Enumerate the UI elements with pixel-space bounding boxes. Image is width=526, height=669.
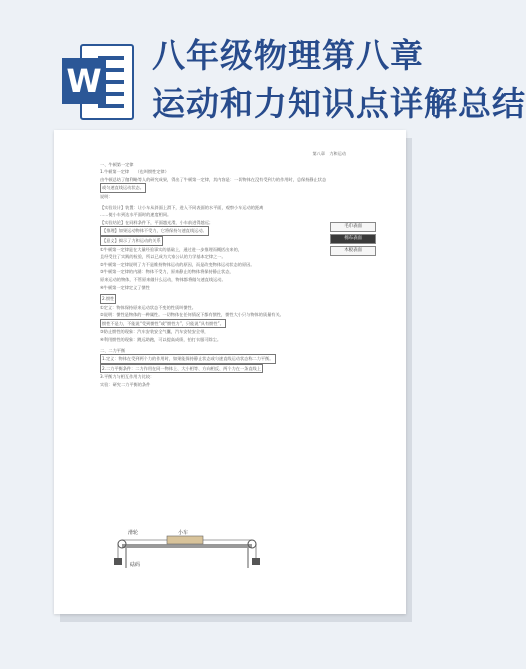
figure-label-towel: 毛巾表面 [330, 222, 376, 232]
document-line [100, 347, 386, 355]
document-line-text: ③牛顿第一定律的内涵：物体不受力，原来静止的物体将保持静止状态， [100, 269, 234, 275]
title-banner [0, 0, 526, 140]
document-line-text: 且经受住了实践的检验，所以已成为大家公认的力学基本定律之一。 [100, 254, 226, 260]
document-line-text: ②牛顿第一定律说明了力不是维持物体运动的原因，而是改变物体运动状态的原因。 [100, 261, 255, 267]
document-line [100, 261, 386, 269]
document-line-text: ②说明：惯性是物体的一种属性。一切物体在任何情况下都有惯性，惯性大小只与物体的质量有关。 [100, 312, 284, 318]
document-line-text: ①定义：物体保持原来运动状态不变的性质叫惯性。 [100, 304, 196, 310]
document-line [100, 161, 386, 169]
document-line [100, 268, 386, 276]
word-document-icon [62, 40, 132, 120]
document-line [100, 336, 386, 344]
diagram-label-cart: 小车 [178, 530, 189, 536]
document-line-text: 【实验结论】在同样条件下，平面越光滑，小车前进得越远； [100, 219, 214, 225]
title-line-2: 运动和力知识点详解总结 [152, 84, 526, 123]
document-line [100, 294, 386, 304]
document-line [100, 328, 386, 336]
chapter-header: 第八章 力和运动 [312, 151, 346, 156]
document-line [100, 284, 386, 292]
document-line-text: 惯性不是力，不能说“受到惯性”或“惯性力”，只能说“具有惯性”。 [100, 319, 226, 329]
document-line-text: 【推理】如果运动物体不受力，它将保持匀速直线运动。 [100, 226, 209, 236]
document-line [100, 304, 386, 312]
document-line [100, 276, 386, 284]
page-footer-band [0, 622, 474, 669]
document-line-text: 1.定义：物体在受到两个力的作用时，如果能保持静止状态或匀速直线运动状态称二力平衡。 [100, 354, 276, 364]
diagram-label-weight: 砝码 [130, 562, 141, 568]
document-line-text: 或匀速直线运动状态。 [100, 183, 146, 193]
document-line-text: ④利用惯性的现象：跳远助跑，可以提高成绩，拍打衣服可除尘。 [100, 337, 222, 343]
document-line-text: 2.二力平衡条件：二力作用在同一物体上、大小相等、方向相反、两个力在一条直线上 [100, 364, 263, 374]
document-body [100, 150, 386, 389]
document-line-text: ……使小车到达水平面时的速度相同。 [100, 212, 172, 218]
document-line-text: ①牛顿第一定律是在大量经验事实的基础上，通过进一步推理而概括出来的， [100, 246, 242, 252]
two-force-balance-diagram [112, 526, 262, 570]
table-top [122, 544, 252, 548]
document-line-text: ④牛顿第一定律定义了惯性 [100, 284, 150, 290]
document-line [100, 373, 386, 381]
cart-block [167, 536, 203, 544]
document-line-text: 由牛顿总结了伽利略等人的研究成果，得出了牛顿第一定律，其内容是：一切物体在没有受到力的作用时，总保持静止状态 [100, 176, 327, 182]
document-line [100, 381, 386, 389]
diagram-label-pulley: 滑轮 [128, 530, 139, 536]
document-line-text: 1.牛顿第一定律 （也叫惯性定律） [100, 169, 169, 175]
document-lines [100, 161, 386, 389]
title-line-1: 八年级物理第八章 [152, 36, 424, 75]
document-line-text: 3.平衡力与相互作用力比较： [100, 374, 155, 380]
document-line [100, 176, 386, 184]
document-line-text: 一、牛顿第一定律 [100, 161, 134, 167]
document-line [100, 211, 386, 219]
weight-left [114, 558, 122, 565]
document-line [100, 311, 386, 319]
weight-right [252, 558, 260, 565]
document-line [100, 364, 386, 374]
document-line [100, 168, 386, 176]
word-icon-letter: W [62, 58, 106, 104]
figure-label-cotton: 棉布表面 [330, 234, 376, 244]
document-line-text: ③防止惯性的现象：汽车安装安全气囊，汽车安装安全带， [100, 329, 209, 335]
document-line [100, 204, 386, 212]
document-line-text: 【意义】揭示了力和运动的关系 [100, 236, 163, 246]
figure-label-wood: 木板表面 [330, 246, 376, 256]
document-line-text: 说明： [100, 193, 113, 199]
document-line-text: 【实验设计】装置：让小车从斜面上滑下，进入不同表面的水平面，观察小车运动的距离 [100, 204, 264, 210]
document-line [100, 183, 386, 193]
document-line [100, 193, 386, 201]
document-line-text: 实验：研究二力平衡的条件 [100, 382, 151, 388]
document-line-text: 原来运动的物体，不管原来做什么运动，物体都将做匀速直线运动。 [100, 276, 226, 282]
surface-figures [330, 222, 376, 258]
document-line [100, 319, 386, 329]
document-line-text: 二、二力平衡 [100, 347, 126, 353]
document-line-text: 2.惯性 [100, 294, 116, 304]
document-preview[interactable] [54, 130, 406, 614]
document-line [100, 354, 386, 364]
